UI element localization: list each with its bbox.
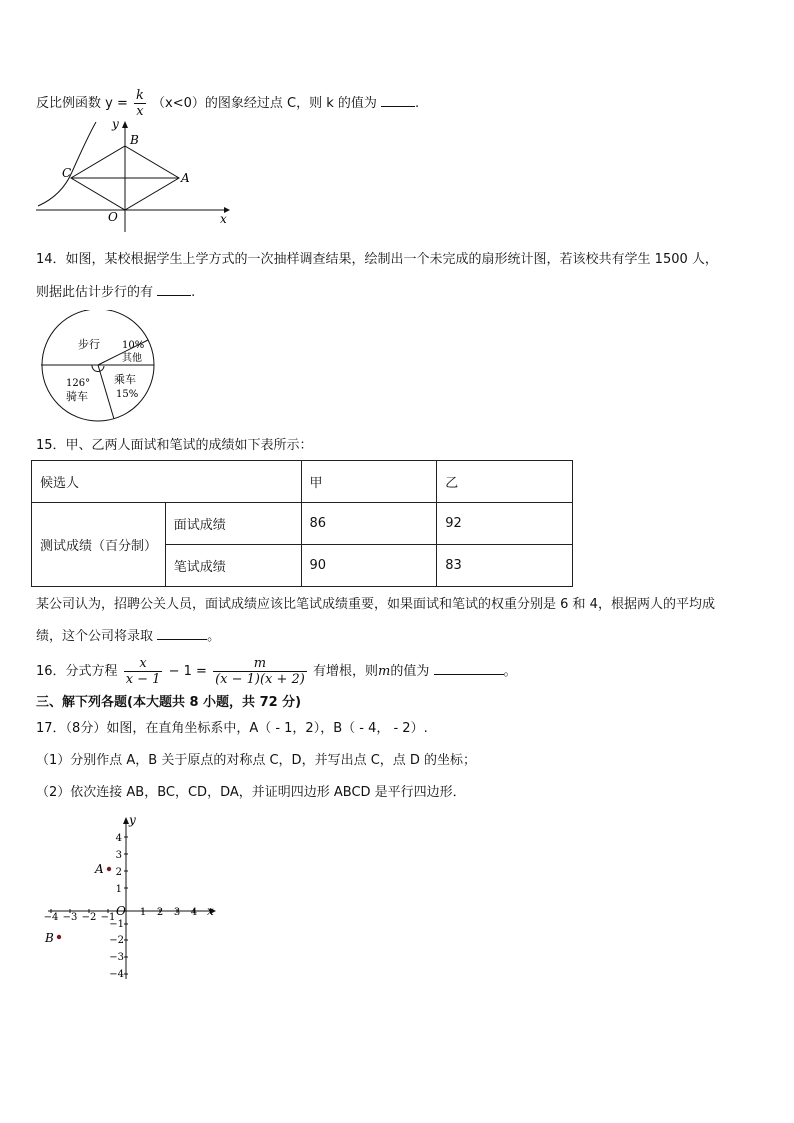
- q16-fraction-2: [213, 656, 307, 687]
- q13-origin-label: O: [108, 210, 118, 224]
- q13-end: .: [415, 96, 420, 111]
- q14-line2: [36, 283, 195, 302]
- q17-xtick-label: −2: [81, 912, 97, 923]
- table-group-label: 测试成绩（百分制）: [32, 503, 166, 587]
- q16-suffix2: 的值为: [390, 664, 430, 679]
- q15-after2: [36, 627, 220, 646]
- q17-xtick-label: 3: [173, 907, 181, 918]
- q16-frac2-num: m: [213, 656, 307, 672]
- q17-ytick-label: −2: [109, 935, 124, 946]
- q17-ytick-label: 3: [115, 850, 122, 861]
- q17-xtick-label: 1: [139, 907, 147, 918]
- q14-label-other-pct: 10%: [122, 340, 145, 351]
- table-written-label: 笔试成绩: [165, 545, 301, 587]
- q17-xtick-label: −3: [62, 912, 78, 923]
- table-row: [32, 503, 573, 545]
- q16-frac1-den: x − 1: [125, 672, 161, 687]
- q17-coordinate-grid: [38, 814, 220, 982]
- q13-figure: [36, 120, 232, 232]
- q17-x-label: x: [207, 904, 214, 918]
- q17-ytick-label: 1: [115, 884, 122, 895]
- q17-point-a-label: A: [95, 862, 104, 876]
- q14-label-bike: 骑车: [66, 390, 88, 403]
- q13-prefix: 反比例函数 y =: [36, 96, 128, 111]
- q17-y-label: y: [129, 814, 136, 827]
- q13-point-b: B: [130, 133, 139, 147]
- q17-xtick-label: 4: [190, 907, 198, 918]
- q13-condition: （x<0）的图象经过点 C，则 k 的值为: [152, 96, 377, 111]
- q17-ytick-label: 2: [115, 867, 122, 878]
- q13-fraction: [134, 88, 146, 119]
- q15-answer-blank[interactable]: [157, 627, 207, 640]
- q16-text: [36, 656, 517, 687]
- q17-point-a-dot: [107, 867, 111, 871]
- q14-radius-lower: [98, 365, 114, 419]
- q17-ytick-label: −3: [109, 952, 124, 963]
- q14-label-bike-angle: 126°: [66, 378, 91, 389]
- q16-var: m: [378, 664, 391, 679]
- q14-line2-text: 则据此估计步行的有: [36, 285, 154, 300]
- q16-prefix: 16．分式方程: [36, 664, 118, 679]
- q13-frac-num: k: [136, 88, 144, 103]
- q14-line1: 14．如图，某校根据学生上学方式的一次抽样调查结果，绘制出一个未完成的扇形统计图，若该校共有学生 1500 人，: [36, 252, 718, 267]
- q17-xtick-label: 2: [156, 907, 164, 918]
- q13-text: [36, 88, 419, 119]
- q17-line3: （2）依次连接 AB，BC，CD，DA，并证明四边形 ABCD 是平行四边形．: [36, 785, 466, 800]
- q13-y-label: y: [112, 120, 119, 131]
- q16-end: 。: [503, 664, 517, 679]
- q13-point-c: C: [62, 166, 72, 180]
- q16-mid: − 1 =: [168, 664, 207, 679]
- q13-y-arrow: [122, 121, 128, 128]
- q14-label-walk: 步行: [78, 338, 100, 351]
- q13-point-a: A: [181, 171, 190, 185]
- q13-frac-den: x: [136, 104, 144, 119]
- q16-frac1-num: x: [124, 656, 163, 672]
- section-3-heading: 三、解下列各题(本大题共 8 小题，共 72 分): [36, 695, 302, 710]
- q16-frac2-den: (x − 1)(x + 2): [215, 672, 305, 687]
- q15-after2-text: 绩，这个公司将录取: [36, 629, 154, 644]
- q15-after1: 某公司认为，招聘公关人员，面试成绩应该比笔试成绩重要，如果面试和笔试的权重分别是 6 和 4，根据两人的平均成: [36, 597, 715, 612]
- q14-answer-blank[interactable]: [157, 283, 191, 296]
- q14-end: .: [191, 285, 196, 300]
- q17-point-b-dot: [57, 935, 61, 939]
- table-cell-jia-written: 90: [301, 545, 437, 587]
- q13-hyperbola: [38, 122, 96, 206]
- q17-line1: 17．（8分）如图，在直角坐标系中，A（ - 1，2），B（ - 4， - 2）.: [36, 721, 428, 736]
- q15-intro: 15．甲、乙两人面试和笔试的成绩如下表所示：: [36, 438, 313, 453]
- table-header-candidate: 候选人: [32, 461, 302, 503]
- table-row: [32, 461, 573, 503]
- q14-label-bus-pct: 15%: [116, 389, 139, 400]
- q16-answer-blank[interactable]: [434, 662, 504, 675]
- q15-score-table: [31, 460, 573, 587]
- q13-x-label: x: [220, 212, 227, 226]
- q16-fraction-1: [124, 656, 163, 687]
- table-cell-jia-interview: 86: [301, 503, 437, 545]
- q14-label-bus: 乘车: [114, 373, 136, 386]
- q13-answer-blank[interactable]: [381, 94, 415, 107]
- q15-end: 。: [207, 629, 221, 644]
- q17-origin-label: O: [116, 904, 126, 918]
- table-header-yi: 乙: [437, 461, 573, 503]
- q14-pie-chart: [38, 310, 162, 422]
- table-cell-yi-interview: 92: [437, 503, 573, 545]
- q17-xtick-label: −4: [43, 912, 59, 923]
- q17-ytick-label: −4: [109, 969, 124, 980]
- table-interview-label: 面试成绩: [165, 503, 301, 545]
- q14-label-other: 其他: [122, 353, 142, 364]
- q17-ytick-label: 4: [115, 833, 122, 844]
- q17-xtick-label: −1: [100, 912, 116, 923]
- table-cell-yi-written: 83: [437, 545, 573, 587]
- q17-point-b-label: B: [45, 931, 54, 945]
- table-header-jia: 甲: [301, 461, 437, 503]
- q17-ytick-label: −1: [109, 919, 124, 930]
- q17-line2: （1）分别作点 A，B 关于原点的对称点 C，D，并写出点 C，点 D 的坐标；: [36, 753, 477, 768]
- q16-suffix: 有增根，则: [313, 664, 379, 679]
